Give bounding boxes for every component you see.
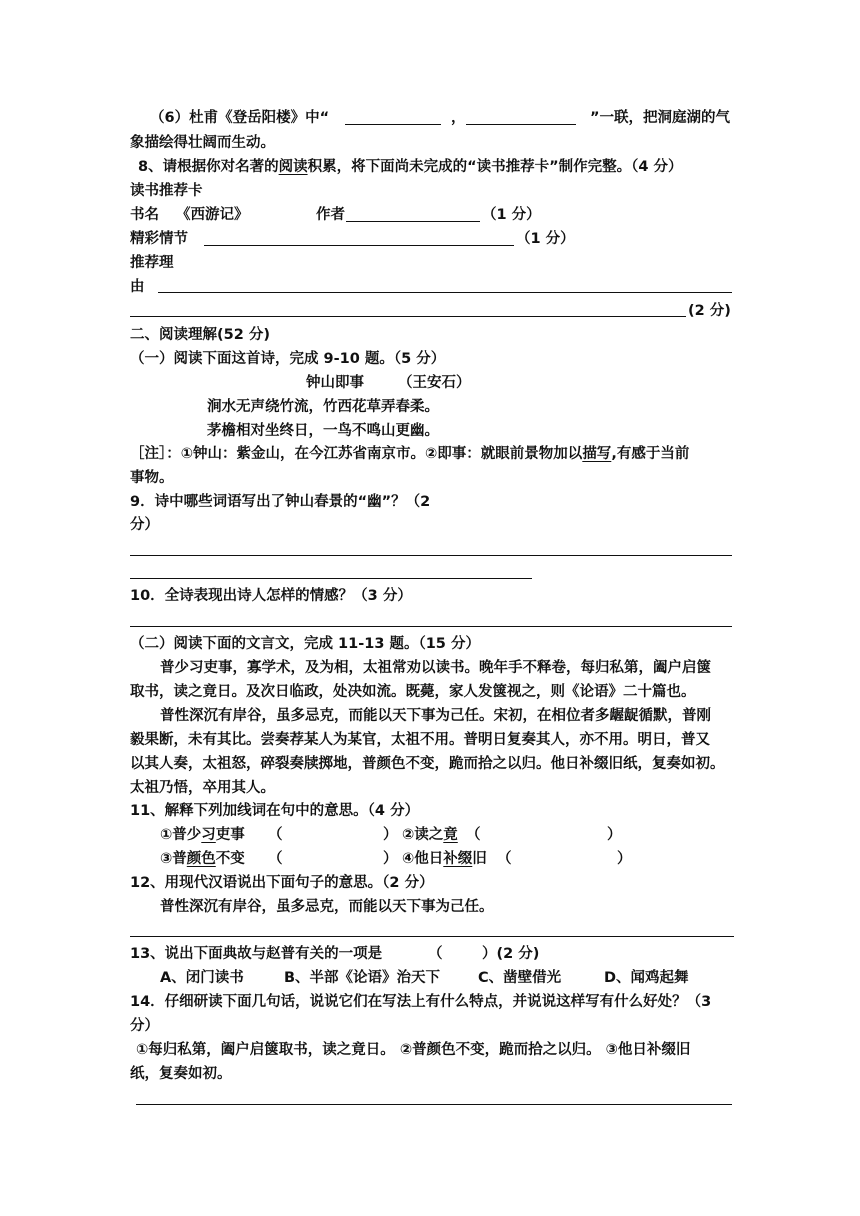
q13-title: 13、说出下面典故与赵普有关的一项是 <box>130 946 383 962</box>
q8-reason-line-1[interactable] <box>158 292 732 293</box>
q11-item-4: ④他日补缀旧 <box>402 851 487 867</box>
poem-line-2: 茅檐相对坐终日，一鸟不鸣山更幽。 <box>207 423 439 439</box>
q11-title: 11、解释下列加线词在句中的意思。（4 分） <box>130 803 420 819</box>
q10-answer-line[interactable] <box>130 626 732 627</box>
q10-title: 10．全诗表现出诗人怎样的情感？（3 分） <box>130 588 412 604</box>
q11-item-4-paren-open[interactable]: （ <box>497 851 512 867</box>
q8-reason-line-2[interactable] <box>130 316 686 317</box>
q9-line-2: 分） <box>130 517 159 533</box>
q11-item-4-paren-close: ） <box>617 851 632 867</box>
q13-option-d[interactable]: D、闻鸡起舞 <box>604 970 689 986</box>
q8-plot-score: （1 分） <box>516 231 575 247</box>
q8-author-label: 作者 <box>316 207 345 223</box>
passage-line-4: 毅果断，未有其比。尝奏荐某人为某官，太祖不用。普明日复奏其人，亦不用。明日，普又 <box>130 732 710 748</box>
q12-title: 12、用现代汉语说出下面句子的意思。（2 分） <box>130 875 434 891</box>
poem-title: 钟山即事 <box>306 375 364 391</box>
part2-intro: （二）阅读下面的文言文，完成 11-13 题。（15 分） <box>130 636 480 652</box>
q9-answer-line-1[interactable] <box>130 555 732 556</box>
q14-answer-line[interactable] <box>136 1104 732 1105</box>
q14-line-4: 纸，复奏如初。 <box>130 1066 232 1082</box>
q7-line2: 象描绘得壮阔而生动。 <box>130 135 275 151</box>
q13-paren-close: ）(2 分) <box>482 946 540 962</box>
note-line-1: ［注］：①钟山：紫金山，在今江苏省南京市。②即事：就眼前景物加以描写,有感于当前 <box>130 446 690 462</box>
passage-line-5: 以其人奏，太祖怒，碎裂奏牍掷地，普颜色不变，跪而拾之以归。他日补缀旧纸，复奏如初。 <box>130 756 725 772</box>
q14-line-2: 分） <box>130 1018 159 1034</box>
q7-blank-1[interactable] <box>345 110 441 125</box>
q11-item-1-paren-close: ） <box>383 827 398 843</box>
q8-reason-label-1: 推荐理 <box>130 255 174 271</box>
q11-item-1-paren-open[interactable]: （ <box>268 827 283 843</box>
poem-line-1: 涧水无声绕竹流，竹西花草弄春柔。 <box>207 399 439 415</box>
q12-sentence: 普性深沉有岸谷，虽多忌克，而能以天下事为己任。 <box>160 899 494 915</box>
q7-line1: （6）杜甫《登岳阳楼》中“ <box>150 110 330 126</box>
q11-item-2-paren-close: ） <box>607 827 622 843</box>
q11-item-3: ③普颜色不变 <box>160 851 245 867</box>
passage-line-1: 普少习吏事，寡学术，及为相，太祖常劝以读书。晚年手不释卷，每归私第，阖户启箧 <box>160 660 711 676</box>
q14-line-1: 14．仔细研读下面几句话，说说它们在写法上有什么特点，并说说这样写有什么好处？（3 <box>130 994 712 1010</box>
q11-item-2-paren-open[interactable]: （ <box>466 827 481 843</box>
q8-reason-score: (2 分) <box>688 303 731 319</box>
q8-book-value: 《西游记》 <box>176 207 249 223</box>
q13-option-a[interactable]: A、闭门读书 <box>160 970 244 986</box>
q13-option-c[interactable]: C、凿壁借光 <box>478 970 562 986</box>
q9-line-1: 9．诗中哪些词语写出了钟山春景的“幽”？（2 <box>130 494 431 510</box>
q8-book-label: 书名 <box>130 207 159 223</box>
q8-card-title: 读书推荐卡 <box>130 183 203 199</box>
poem-author: （王安石） <box>398 375 471 391</box>
q11-item-1: ①普少习吏事 <box>160 827 245 843</box>
q14-line-3: ①每归私第，阖户启箧取书，读之竟日。 ②普颜色不变，跪而拾之以归。 ③他日补缀旧 <box>136 1042 691 1058</box>
passage-line-3: 普性深沉有岸谷，虽多忌克，而能以天下事为己任。宋初，在相位者多龌龊循默，普刚 <box>160 708 711 724</box>
q13-paren-open[interactable]: （ <box>428 946 443 962</box>
q11-item-3-paren-open[interactable]: （ <box>268 851 283 867</box>
q11-item-3-paren-close: ） <box>383 851 398 867</box>
q8-author-blank[interactable] <box>346 207 480 222</box>
q7-comma: ， <box>451 110 466 126</box>
section2-heading: 二、阅读理解(52 分) <box>130 327 270 343</box>
q8-author-score: （1 分） <box>482 207 541 223</box>
q13-option-b[interactable]: B、半部《论语》治天下 <box>284 970 441 986</box>
passage-line-2: 取书，读之竟日。及次日临政，处决如流。既薨，家人发箧视之，则《论语》二十篇也。 <box>130 684 696 700</box>
note-line-2: 事物。 <box>130 470 174 486</box>
q8-plot-blank[interactable] <box>204 231 514 246</box>
q7-line1-post: ”一联，把洞庭湖的气 <box>590 110 731 126</box>
q9-answer-line-2[interactable] <box>130 578 532 579</box>
q12-answer-line[interactable] <box>130 936 734 937</box>
passage-line-6: 太祖乃悟，卒用其人。 <box>130 780 275 796</box>
q8-title: 8、请根据你对名著的阅读积累，将下面尚未完成的“读书推荐卡”制作完整。（4 分） <box>138 159 683 175</box>
q8-plot-label: 精彩情节 <box>130 231 188 247</box>
part1-intro: （一）阅读下面这首诗，完成 9-10 题。（5 分） <box>130 351 446 367</box>
q7-blank-2[interactable] <box>466 110 576 125</box>
q11-item-2: ②读之竟 <box>402 827 458 843</box>
q8-reason-label-2: 由 <box>130 279 145 295</box>
